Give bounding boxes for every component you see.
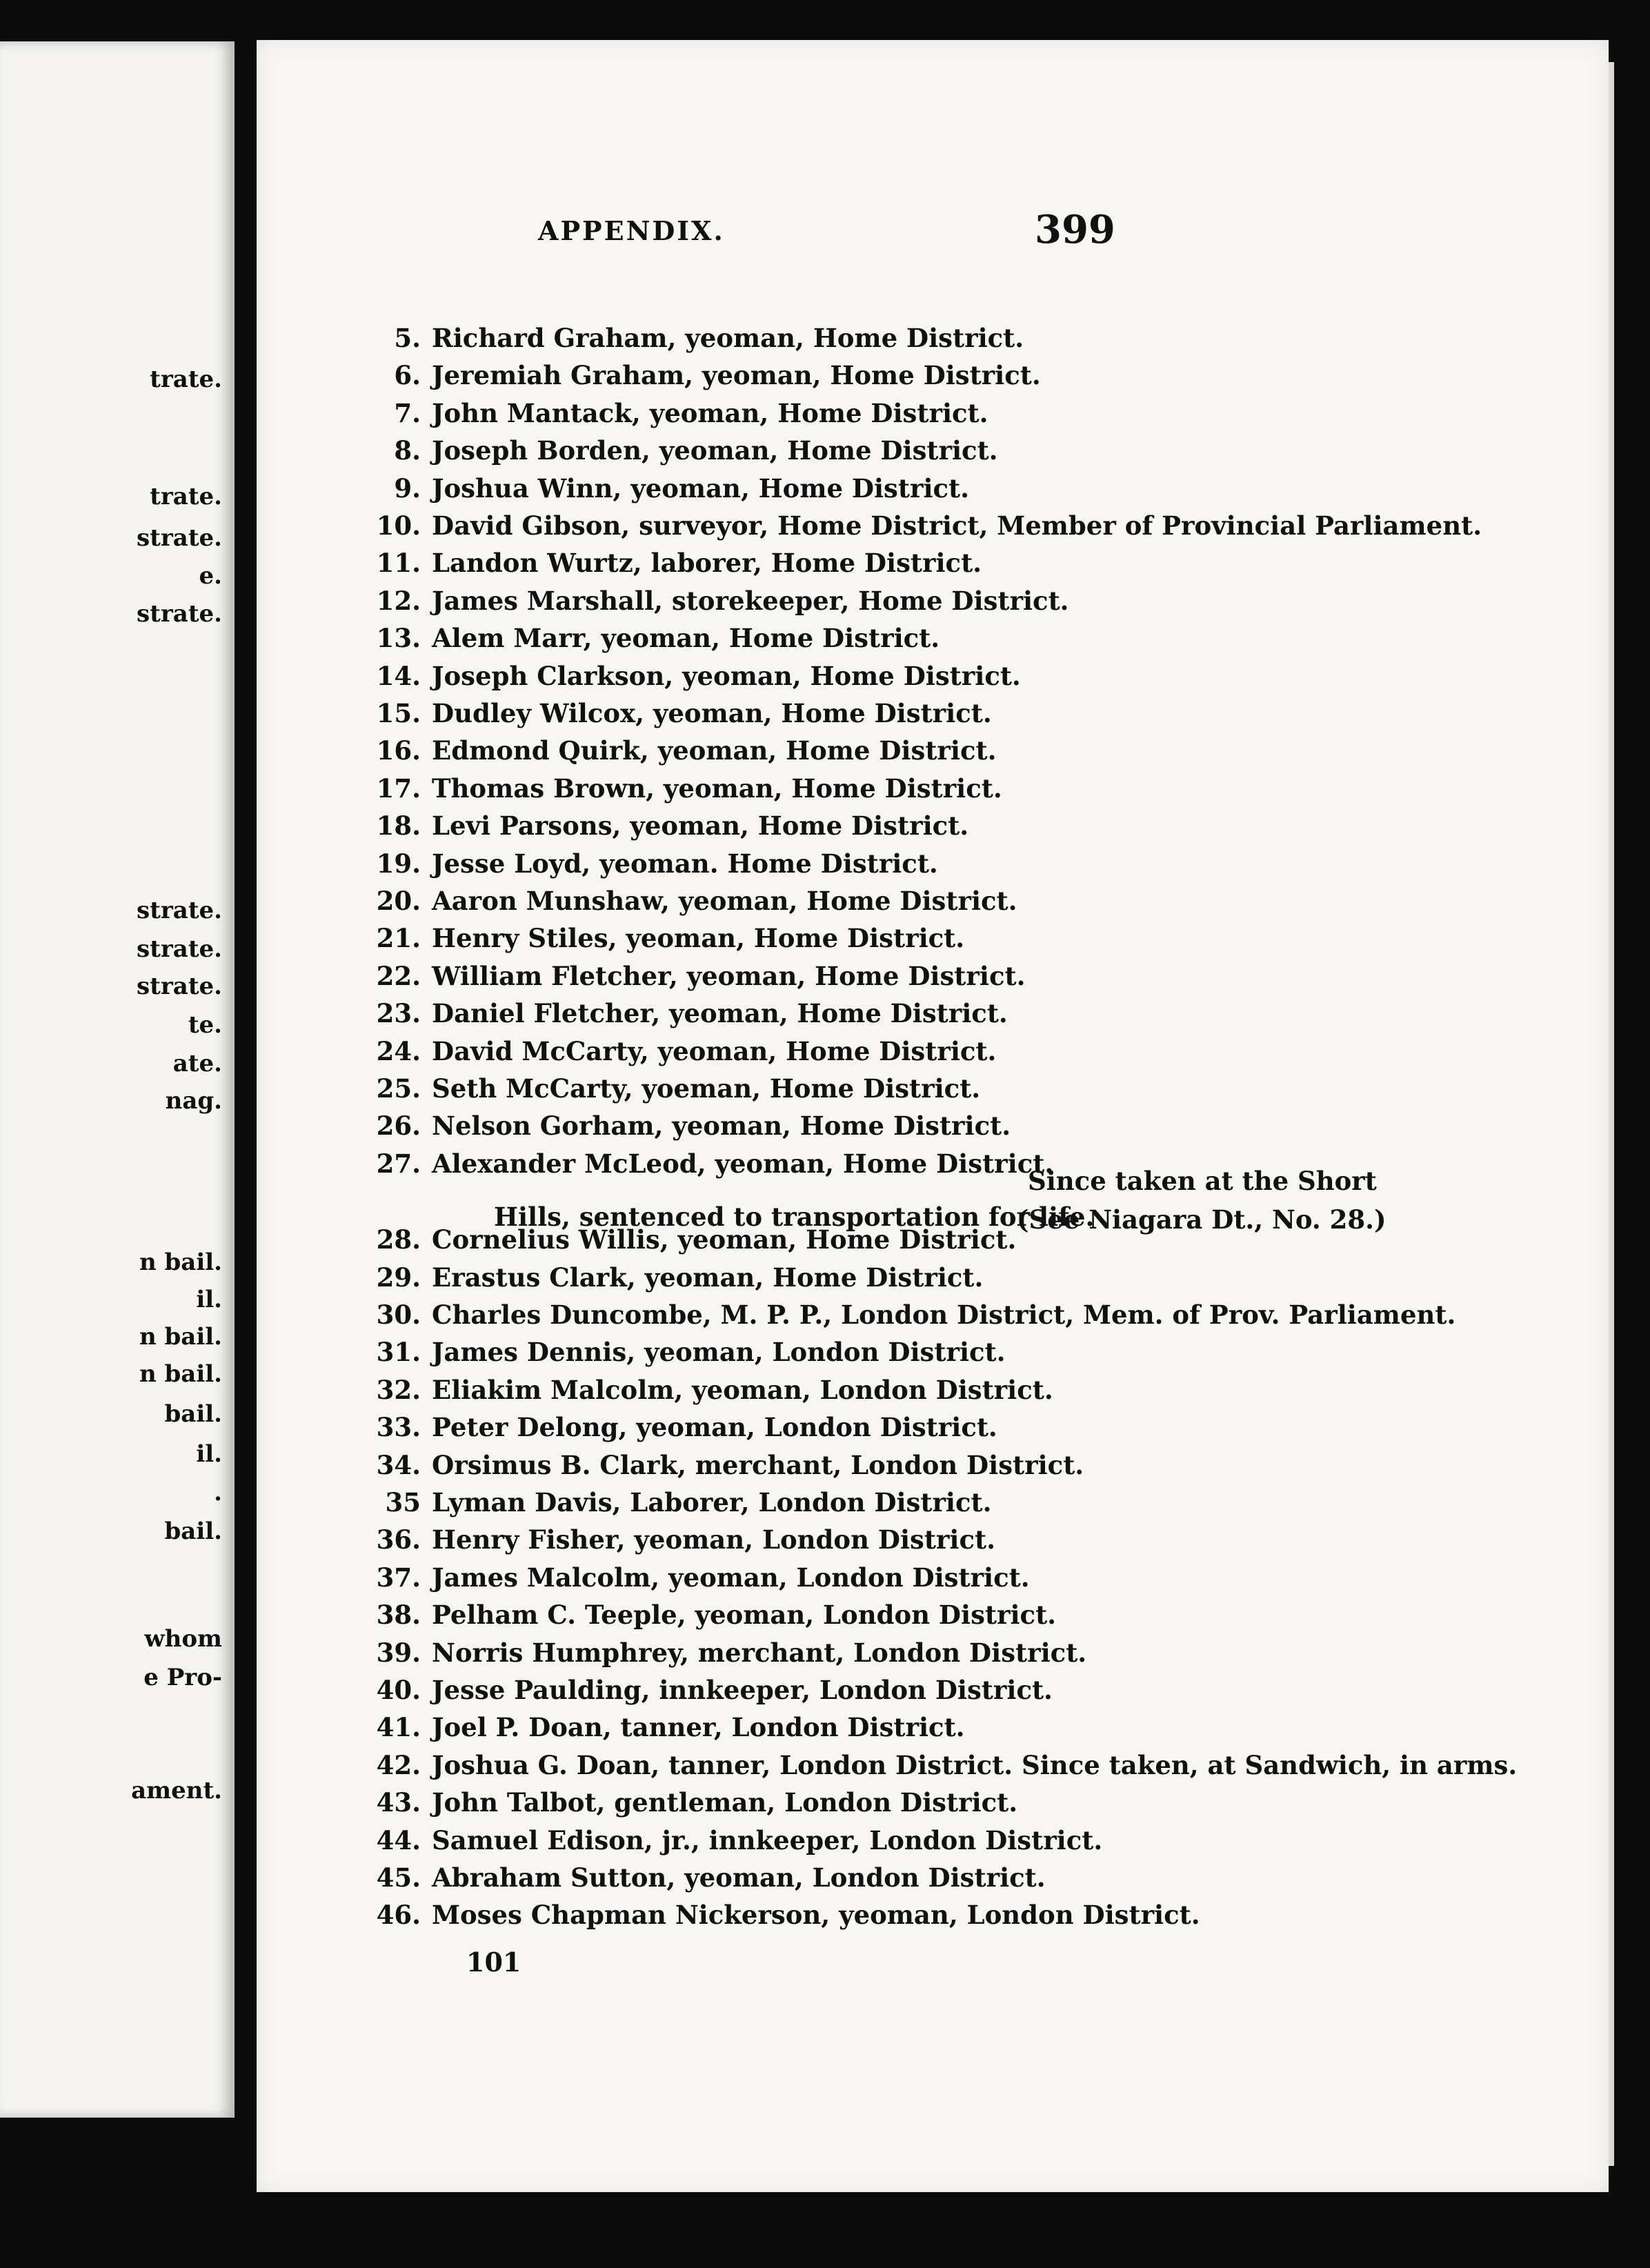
list-item: [372, 1787, 1017, 1818]
list-item: [372, 1487, 992, 1518]
entry-number: 36.: [376, 1524, 421, 1555]
entry-text: Henry Stiles, yeoman, Home District.: [432, 923, 965, 954]
page-number: 399: [1035, 207, 1115, 252]
running-header: APPENDIX.: [538, 215, 725, 246]
entry-number: 34.: [376, 1449, 421, 1480]
entry-number: 39.: [376, 1637, 421, 1668]
entry-number: 32.: [376, 1374, 421, 1405]
entry-number: 29.: [376, 1262, 421, 1293]
entry-number: 25.: [376, 1073, 421, 1104]
left-page-text-fragment: n bail.: [139, 1249, 222, 1276]
entry-number: 10.: [376, 510, 421, 541]
list-item: [372, 1036, 996, 1066]
left-page-text-fragment: strate.: [137, 524, 222, 552]
list-item: [372, 473, 969, 504]
list-item: [372, 773, 1002, 804]
entry-text: Seth McCarty, yoeman, Home District.: [432, 1073, 981, 1104]
entry-text: Aaron Munshaw, yeoman, Home District.: [432, 886, 1017, 916]
left-page-text-fragment: nag.: [165, 1087, 222, 1115]
entry-27-note-line2: (See Niagara Dt., No. 28.): [1017, 1204, 1386, 1235]
entry-text: Abraham Sutton, yeoman, London District.: [432, 1862, 1046, 1893]
list-item: [372, 661, 1021, 691]
list-item: [372, 1750, 1517, 1780]
entry-number: 46.: [376, 1900, 421, 1931]
entry-text: David McCarty, yeoman, Home District.: [432, 1035, 997, 1066]
left-page-text-fragment: whom: [144, 1625, 222, 1653]
left-page-text-fragment: n bail.: [139, 1360, 222, 1388]
entry-text: Samuel Edison, jr., innkeeper, London District.: [432, 1824, 1103, 1856]
entry-number: 41.: [376, 1712, 421, 1743]
entry-text: James Dennis, yeoman, London District.: [432, 1337, 1006, 1368]
entry-number: 31.: [376, 1337, 421, 1368]
list-item: [372, 1675, 1053, 1705]
list-item: [372, 1450, 1084, 1480]
entry-text: Joshua Winn, yeoman, Home District.: [432, 472, 970, 504]
entry-text: Lyman Davis, Laborer, London District.: [432, 1487, 992, 1518]
entry-number: 33.: [376, 1412, 421, 1443]
entry-number: 18.: [376, 810, 421, 842]
entry-text: Charles Duncombe, M. P. P., London District, Mem. of Prov. Parliament.: [432, 1300, 1456, 1330]
entry-number: 28.: [376, 1224, 421, 1255]
list-item: [372, 1600, 1056, 1630]
left-page-text-fragment: strate.: [137, 973, 222, 1000]
entry-text: Eliakim Malcolm, yeoman, London District.: [432, 1374, 1053, 1405]
entry-text: Joseph Borden, yeoman, Home District.: [432, 435, 998, 466]
entry-text: James Malcolm, yeoman, London District.: [432, 1562, 1030, 1593]
entry-text: Daniel Fletcher, yeoman, Home District.: [432, 998, 1008, 1029]
entry-number: 8.: [394, 435, 421, 466]
entry-number: 30.: [376, 1300, 421, 1330]
entry-text: Pelham C. Teeple, yeoman, London District.: [432, 1600, 1057, 1631]
entry-text: John Mantack, yeoman, Home District.: [432, 397, 988, 428]
list-item: [372, 1148, 1053, 1179]
left-page-text-fragment: bail.: [164, 1400, 222, 1428]
list-item: [372, 1638, 1086, 1668]
entry-number: 44.: [376, 1824, 421, 1856]
left-page-fragment: [0, 41, 235, 2118]
left-page-text-fragment: strate.: [137, 935, 222, 963]
entry-text: John Talbot, gentleman, London District.: [432, 1787, 1018, 1818]
entry-number: 11.: [376, 548, 421, 579]
entry-text: Edmond Quirk, yeoman, Home District.: [432, 735, 997, 766]
list-item: [372, 1712, 965, 1742]
entry-text: Henry Fisher, yeoman, London District.: [432, 1524, 995, 1555]
entry-number: 16.: [376, 735, 421, 766]
list-item: [372, 435, 998, 466]
left-page-text-fragment: il.: [196, 1286, 222, 1313]
left-page-text-fragment: il.: [196, 1440, 222, 1468]
entry-27-continuation: Hills, sentenced to transportation for life.: [494, 1202, 1095, 1232]
entry-text: David Gibson, surveyor, Home District, Member of Provincial Parliament.: [432, 510, 1482, 541]
list-item: [372, 1412, 997, 1442]
entry-number: 37.: [376, 1562, 421, 1593]
left-page-text-fragment: te.: [188, 1011, 222, 1039]
entry-text: Dudley Wilcox, yeoman, Home District.: [432, 698, 992, 728]
list-item: [372, 1562, 1030, 1593]
entry-number: 43.: [376, 1787, 421, 1818]
entry-number: 35: [385, 1487, 421, 1518]
entry-number: 22.: [376, 960, 421, 991]
signature-mark: 101: [466, 1947, 521, 1978]
list-item: [372, 848, 938, 879]
list-item: [372, 1524, 995, 1555]
entry-text: Norris Humphrey, merchant, London District.: [432, 1637, 1087, 1668]
entry-text: Joshua G. Doan, tanner, London District. Since taken, at Sandwich, in arms.: [432, 1749, 1518, 1780]
entry-number: 7.: [394, 397, 421, 428]
entry-number: 27.: [376, 1148, 421, 1179]
entry-number: 6.: [394, 360, 421, 391]
entry-text: Jesse Paulding, innkeeper, London District.: [432, 1675, 1053, 1705]
list-item: [372, 360, 1041, 390]
entry-text: Erastus Clark, yeoman, Home District.: [432, 1262, 984, 1293]
entry-number: 45.: [376, 1862, 421, 1893]
list-item: [372, 1073, 980, 1104]
entry-text: Richard Graham, yeoman, Home District.: [432, 323, 1024, 353]
list-item: [372, 548, 982, 578]
list-item: [372, 323, 1024, 353]
list-item: [372, 1825, 1102, 1856]
entry-text: Joel P. Doan, tanner, London District.: [432, 1712, 965, 1743]
list-item: [372, 1300, 1455, 1330]
entry-text: Peter Delong, yeoman, London District.: [432, 1412, 997, 1443]
entry-number: 24.: [376, 1035, 421, 1066]
entry-text: Alem Marr, yeoman, Home District.: [432, 623, 940, 654]
entry-number: 14.: [376, 660, 421, 691]
entry-text: William Fletcher, yeoman, Home District.: [432, 960, 1026, 991]
left-page-text-fragment: e Pro-: [143, 1664, 222, 1691]
list-item: [372, 1262, 983, 1293]
list-item: [372, 1862, 1046, 1893]
list-item: [372, 586, 1069, 616]
entry-number: 13.: [376, 623, 421, 654]
entry-number: 38.: [376, 1600, 421, 1631]
list-item: [372, 510, 1482, 541]
left-page-text-fragment: .: [214, 1479, 222, 1506]
list-item: [372, 1337, 1006, 1367]
left-page-text-fragment: bail.: [164, 1518, 222, 1545]
entry-text: Orsimus B. Clark, merchant, London District.: [432, 1449, 1084, 1480]
list-item: [372, 735, 996, 766]
left-page-text-fragment: e.: [199, 562, 222, 590]
list-item: [372, 623, 940, 653]
entry-number: 21.: [376, 923, 421, 954]
entry-text: Alexander McLeod, yeoman, Home District.: [432, 1148, 1054, 1179]
entry-text: Cornelius Willis, yeoman, Home District.: [432, 1224, 1017, 1255]
list-item: [372, 398, 988, 428]
left-page-text-fragment: trate.: [150, 366, 222, 393]
list-item: [372, 698, 992, 728]
left-page-text-fragment: n bail.: [139, 1323, 222, 1351]
entry-text: Joseph Clarkson, yeoman, Home District.: [432, 660, 1021, 691]
entry-number: 20.: [376, 886, 421, 916]
entry-number: 15.: [376, 698, 421, 728]
list-item: [372, 886, 1017, 916]
list-item: [372, 810, 968, 841]
list-item: [372, 998, 1008, 1028]
entry-27-note-line1: Since taken at the Short: [1028, 1166, 1377, 1196]
entry-text: Jesse Loyd, yeoman. Home District.: [432, 848, 938, 879]
left-page-text-fragment: strate.: [137, 600, 222, 628]
left-page-text-fragment: ate.: [172, 1050, 222, 1077]
list-item: [372, 1375, 1053, 1405]
left-page-text-fragment: ament.: [131, 1777, 222, 1804]
list-item: [372, 961, 1025, 991]
entry-text: Levi Parsons, yeoman, Home District.: [432, 810, 969, 842]
entry-number: 40.: [376, 1675, 421, 1705]
entry-number: 26.: [376, 1111, 421, 1142]
entry-number: 19.: [376, 848, 421, 879]
list-item: [372, 923, 964, 953]
entry-number: 23.: [376, 998, 421, 1029]
entry-text: Jeremiah Graham, yeoman, Home District.: [432, 360, 1041, 391]
list-item: [372, 1111, 1011, 1141]
entry-number: 17.: [376, 773, 421, 804]
entry-number: 9.: [394, 472, 421, 504]
entry-number: 5.: [394, 323, 421, 353]
entry-text: Thomas Brown, yeoman, Home District.: [432, 773, 1002, 804]
list-item: [372, 1900, 1200, 1930]
entry-text: Nelson Gorham, yeoman, Home District.: [432, 1111, 1011, 1142]
entry-text: James Marshall, storekeeper, Home District.: [432, 585, 1069, 616]
left-page-text-fragment: strate.: [137, 897, 222, 924]
entry-number: 12.: [376, 585, 421, 616]
entry-number: 42.: [376, 1749, 421, 1780]
left-page-text-fragment: trate.: [150, 483, 222, 510]
entry-text: Moses Chapman Nickerson, yeoman, London District.: [432, 1900, 1200, 1931]
entry-text: Landon Wurtz, laborer, Home District.: [432, 548, 982, 579]
